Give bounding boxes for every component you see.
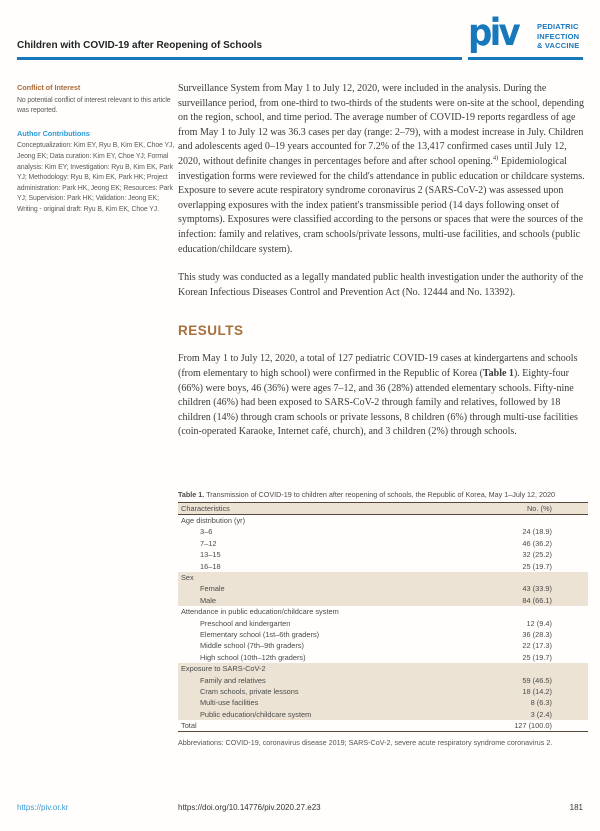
- table-row: [178, 686, 588, 697]
- row-label: Male: [200, 595, 217, 605]
- table-row: [178, 572, 588, 583]
- row-value: 84 (66.1): [522, 595, 552, 605]
- table-row: [178, 709, 588, 720]
- column-header-characteristics: Characteristics: [181, 503, 230, 513]
- results-text-1: From May 1 to July 12, 2020, a total of 127 pediatric COVID-19 cases at kindergartens and schools (from elementary to high school) were confirmed in the Republic of Korea (: [178, 353, 578, 379]
- table-row: [178, 663, 588, 674]
- table-1: [178, 502, 588, 732]
- results-paragraph: [178, 352, 588, 440]
- row-label: Sex: [181, 573, 194, 583]
- row-label: Attendance in public education/childcare system: [181, 607, 339, 617]
- journal-name-line3: & VACCINE: [537, 41, 580, 50]
- row-label: Exposure to SARS-CoV-2: [181, 664, 266, 674]
- row-label: Total: [181, 721, 197, 731]
- article-body: [178, 82, 588, 747]
- row-value: 46 (36.2): [522, 538, 552, 548]
- row-label: Elementary school (1st–6th graders): [200, 629, 320, 639]
- table-row: [178, 538, 588, 549]
- table-row: [178, 583, 588, 594]
- conflict-of-interest-section: [17, 83, 175, 117]
- methods-paragraph: [178, 82, 588, 257]
- piv-logo: piv: [468, 11, 518, 54]
- table-row: [178, 549, 588, 560]
- journal-name-line1: PEDIATRIC: [537, 22, 579, 31]
- doi-link[interactable]: https://doi.org/10.14776/piv.2020.27.e23: [178, 803, 321, 812]
- row-label: Family and relatives: [200, 675, 266, 685]
- row-value: 25 (19.7): [522, 561, 552, 571]
- table-1-caption-text: Transmission of COVID-19 to children after reopening of schools, the Republic of Korea, May 1–July 12, 2020: [204, 489, 556, 499]
- row-label: 3–6: [200, 527, 213, 537]
- table-1-label: Table 1.: [178, 489, 205, 499]
- table-header-row: [178, 503, 588, 515]
- citation-ref-4: 4): [492, 154, 499, 162]
- table-row: [178, 640, 588, 651]
- row-value: 12 (9.4): [526, 618, 552, 628]
- journal-site-link[interactable]: https://piv.or.kr: [17, 803, 69, 812]
- row-label: High school (10th–12th graders): [200, 652, 306, 662]
- results-text-2: ). Eighty-four (66%) were boys, 46 (36%) were ages 7–12, and 36 (28%) attended elementary schools. Fifty-nine children (46%) had been exposed to SARS-CoV-2 through family and relatives, followed by 18 children (14%) through cram schools or private lessons, 8 children (6%) through multi-use facilities (coin-operated Karaoke, Internet café, church), and 3 children (2%) through schools.: [178, 367, 578, 438]
- row-label: Female: [200, 584, 225, 594]
- author-contributions-section: [17, 129, 175, 216]
- table-row: [178, 629, 588, 640]
- page-number: 181: [569, 803, 583, 812]
- author-contributions-text: Conceptualization: Kim EY, Ryu B, Kim EK, Choe YJ, Jeong EK; Data curation: Kim EY, Choe YJ; Formal analysis: Kim EY; Investigation: Ryu B, Kim EK, Park YJ; Methodology: Ryu B, Kim EK, Park HK; Project administration: Park HK, Jeong EK; Resources: Park YJ; Supervision: Park HK; Validation: Jeong EK; Writing - original draft: Ryu B, Kim EK, Choe YJ.: [17, 142, 175, 213]
- row-value: 127 (100.0): [514, 721, 552, 731]
- results-heading: RESULTS: [178, 323, 244, 339]
- row-value: 8 (6.3): [530, 698, 552, 708]
- journal-name: [537, 22, 580, 51]
- author-contributions-heading: Author Contributions: [17, 128, 90, 138]
- table-row: [178, 652, 588, 663]
- row-value: 22 (17.3): [522, 641, 552, 651]
- journal-name-line2: INFECTION: [537, 31, 580, 41]
- row-value: 25 (19.7): [522, 652, 552, 662]
- methods-text-2: Epidemiological investigation forms were reviewed for the child's attendance in public education or childcare systems. Exposure to severe acute respiratory syndrome coronavirus 2 (SARS-CoV-2) was assessed upon overlapping exposures with the index patient's transmissible period (14 days following onset of symptoms). Exposures were classified according to the persons or spaces that were the sources of the infection: family and relatives, cram schools/private lessons, multi-use facilities, and schools (public education/childcare system).: [178, 155, 585, 255]
- row-label: 7–12: [200, 538, 217, 548]
- row-value: 32 (25.2): [522, 550, 552, 560]
- table-row: [178, 595, 588, 606]
- table-row: [178, 674, 588, 685]
- running-title: Children with COVID-19 after Reopening of Schools: [17, 40, 263, 51]
- row-value: 3 (2.4): [530, 709, 552, 719]
- table-body: [178, 515, 588, 731]
- row-value: 59 (46.5): [522, 675, 552, 685]
- row-label: Multi-use facilities: [200, 698, 259, 708]
- legal-statement-paragraph: This study was conducted as a legally mandated public health investigation under the authority of the Korean Infectious Diseases Control and Prevention Act (No. 12444 and No. 13392).: [178, 272, 584, 298]
- conflict-of-interest-heading: Conflict of Interest: [17, 83, 81, 92]
- table-row: [178, 560, 588, 571]
- table-row: [178, 526, 588, 537]
- row-value: 36 (28.3): [522, 629, 552, 639]
- row-value: 24 (18.9): [522, 527, 552, 537]
- table-row: [178, 515, 588, 526]
- table-abbreviations-note: Abbreviations: COVID-19, coronavirus disease 2019; SARS-CoV-2, severe acute respiratory syndrome coronavirus 2.: [178, 738, 553, 748]
- table-row: [178, 720, 588, 731]
- conflict-of-interest-text: No potential conflict of interest relevant to this article was reported.: [17, 96, 171, 115]
- row-label: Cram schools, private lessons: [200, 686, 299, 696]
- row-label: Preschool and kindergarten: [200, 618, 291, 628]
- article-info-sidebar: [17, 83, 175, 228]
- table-1-section: [178, 490, 588, 747]
- table-row: [178, 697, 588, 708]
- row-label: Middle school (7th–9th graders): [200, 641, 304, 651]
- row-label: 13–15: [200, 550, 221, 560]
- table-row: [178, 606, 588, 617]
- methods-text-1: Surveillance System from May 1 to July 12, 2020, were included in the analysis. During the surveillance period, from one-third to two-thirds of the students were on-site at the school, depending on the region, school, and time period. The average number of COVID-19 reports regardless of age from May 1 to July 12 was 36.3 cases per day (range: 2–79), with a modest increase in July. Children and adolescents aged 0–19 years accounted for 7.2% of the 13,417 confirmed cases until July 12, 2020, without definite changes in percentages before and after school opening.: [178, 83, 585, 167]
- row-label: 16–18: [200, 561, 221, 571]
- column-header-value: No. (%): [526, 503, 552, 513]
- table-row: [178, 617, 588, 628]
- row-value: 18 (14.2): [522, 686, 552, 696]
- header-rule: [17, 57, 462, 60]
- logo-rule: [468, 57, 583, 60]
- row-label: Public education/childcare system: [200, 709, 312, 719]
- table-1-caption: [178, 490, 588, 499]
- row-value: 43 (33.9): [522, 584, 552, 594]
- row-label: Age distribution (yr): [181, 516, 246, 526]
- table-1-reference: Table 1: [482, 367, 514, 379]
